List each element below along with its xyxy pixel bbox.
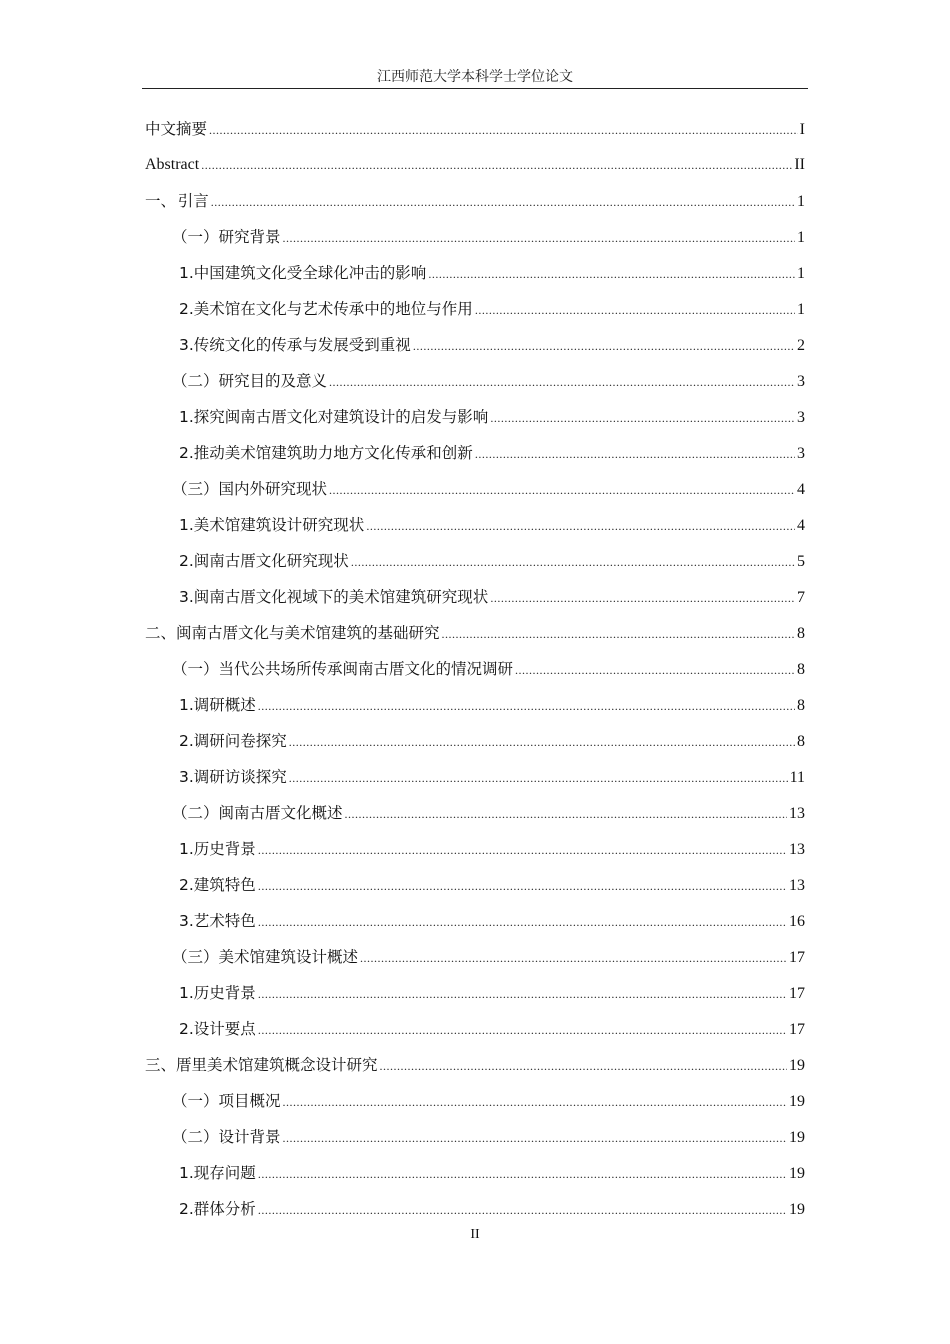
toc-entry-number: 2. xyxy=(179,1020,194,1038)
toc-entry-page: II xyxy=(794,156,805,173)
toc-entry-page: 13 xyxy=(789,877,805,894)
toc-entry-number: 1. xyxy=(179,516,194,534)
toc-entry-chapter[interactable] xyxy=(145,183,805,219)
toc-entry-page: 17 xyxy=(789,949,805,966)
toc-entry-title: 闽南古厝文化视域下的美术馆建筑研究现状 xyxy=(193,588,489,606)
toc-entry-page: 19 xyxy=(789,1057,805,1074)
toc-entry-title: 3.调研访谈探究 xyxy=(179,768,287,786)
toc-entry-number: 三、 xyxy=(145,1056,177,1074)
toc-entry-page: 8 xyxy=(797,625,805,642)
dot-leader xyxy=(360,940,787,976)
toc-entry-page: 8 xyxy=(797,661,805,678)
toc-entry-section[interactable] xyxy=(145,471,805,507)
toc-entry-title: 群体分析 xyxy=(193,1200,256,1218)
toc-entry-number: （二） xyxy=(172,372,219,390)
toc-entry-number: 1. xyxy=(179,408,194,426)
toc-entry-title: 项目概况 xyxy=(218,1092,281,1110)
toc-entry-number: 1. xyxy=(179,1164,194,1182)
toc-entry-page: 11 xyxy=(789,769,805,786)
dot-leader xyxy=(283,1084,787,1120)
toc-entry-page: 1 xyxy=(797,229,805,246)
toc-entry-title: （二）闽南古厝文化概述 xyxy=(172,804,343,822)
dot-leader xyxy=(258,1192,787,1228)
toc-entry-subsection[interactable] xyxy=(145,1191,805,1227)
toc-entry-page: 7 xyxy=(797,589,805,606)
toc-entry-subsection[interactable] xyxy=(145,327,805,363)
toc-entry-page: 3 xyxy=(797,373,805,390)
table-of-contents xyxy=(145,111,805,1227)
toc-entry-subsection[interactable] xyxy=(145,255,805,291)
toc-entry-title: 探究闽南古厝文化对建筑设计的启发与影响 xyxy=(193,408,489,426)
toc-entry-title: 美术馆建筑设计研究现状 xyxy=(193,516,365,534)
toc-entry-number: （一） xyxy=(172,1092,219,1110)
toc-entry-number: 2. xyxy=(179,444,194,462)
toc-entry-subsection[interactable] xyxy=(145,831,805,867)
toc-entry-title: 国内外研究现状 xyxy=(218,480,328,498)
toc-entry-subsection[interactable] xyxy=(145,1155,805,1191)
toc-entry-title: 历史背景 xyxy=(193,840,256,858)
toc-entry-number: 二、 xyxy=(145,624,177,642)
dot-leader xyxy=(209,112,798,148)
toc-entry-title: 厝里美术馆建筑概念设计研究 xyxy=(176,1056,378,1074)
dot-leader xyxy=(258,976,787,1012)
toc-entry-number: 1. xyxy=(179,984,194,1002)
toc-entry-title: 传统文化的传承与发展受到重视 xyxy=(193,336,411,354)
dot-leader xyxy=(258,832,787,868)
toc-entry-page: 13 xyxy=(789,805,805,822)
toc-entry-abstract-en[interactable] xyxy=(145,147,805,183)
toc-entry-number: 2. xyxy=(179,876,194,894)
dot-leader xyxy=(211,184,795,220)
toc-entry-subsection[interactable] xyxy=(145,975,805,1011)
running-header: 江西师范大学本科学士学位论文 xyxy=(142,66,808,89)
toc-entry-number: （二） xyxy=(172,1128,219,1146)
toc-entry-page: 17 xyxy=(789,985,805,1002)
toc-entry-subsection[interactable] xyxy=(145,399,805,435)
toc-entry-title: 美术馆在文化与艺术传承中的地位与作用 xyxy=(193,300,473,318)
toc-entry-page: 19 xyxy=(789,1201,805,1218)
toc-entry-title: 中文摘要 xyxy=(145,120,208,138)
toc-entry-subsection[interactable] xyxy=(145,687,805,723)
toc-entry-title: （一）当代公共场所传承闽南古厝文化的情况调研 xyxy=(172,660,514,678)
toc-entry-abstract-cn[interactable] xyxy=(145,111,805,147)
dot-leader xyxy=(329,472,795,508)
dot-leader xyxy=(351,544,795,580)
toc-entry-number: （一） xyxy=(172,228,219,246)
toc-entry-page: I xyxy=(799,121,805,138)
toc-entry-page: 3 xyxy=(797,445,805,462)
dot-leader xyxy=(289,724,795,760)
toc-entry-subsection[interactable] xyxy=(145,579,805,615)
dot-leader xyxy=(515,652,795,688)
dot-leader xyxy=(289,760,788,796)
toc-entry-page: 5 xyxy=(797,553,805,570)
toc-entry-number: 2. xyxy=(179,1200,194,1218)
toc-entry-title: 2.调研问卷探究 xyxy=(179,732,287,750)
dot-leader xyxy=(258,1156,787,1192)
toc-entry-title: 中国建筑文化受全球化冲击的影响 xyxy=(193,264,427,282)
toc-entry-subsection[interactable] xyxy=(145,759,805,795)
toc-entry-subsection[interactable] xyxy=(145,543,805,579)
toc-entry-number: 2. xyxy=(179,552,194,570)
toc-entry-title: 历史背景 xyxy=(193,984,256,1002)
toc-entry-number: 3. xyxy=(179,912,194,930)
dot-leader xyxy=(442,616,795,652)
toc-entry-number: （三） xyxy=(172,480,219,498)
page-number: II xyxy=(470,1227,480,1242)
toc-entry-section[interactable] xyxy=(145,939,805,975)
toc-entry-title: 闽南古厝文化与美术馆建筑的基础研究 xyxy=(176,624,440,642)
dot-leader xyxy=(366,508,795,544)
toc-entry-title: 设计背景 xyxy=(218,1128,281,1146)
toc-entry-page: 4 xyxy=(797,481,805,498)
toc-entry-subsection[interactable] xyxy=(145,435,805,471)
dot-leader xyxy=(490,580,795,616)
dot-leader xyxy=(380,1048,787,1084)
dot-leader xyxy=(283,1120,787,1156)
dot-leader xyxy=(475,292,795,328)
dot-leader xyxy=(258,1012,787,1048)
dot-leader xyxy=(490,400,795,436)
toc-entry-page: 13 xyxy=(789,841,805,858)
toc-entry-page: 1 xyxy=(797,193,805,210)
dot-leader xyxy=(428,256,795,292)
toc-entry-page: 1 xyxy=(797,265,805,282)
toc-entry-page: 4 xyxy=(797,517,805,534)
toc-entry-section[interactable] xyxy=(145,219,805,255)
toc-entry-section[interactable] xyxy=(145,1119,805,1155)
toc-entry-page: 19 xyxy=(789,1093,805,1110)
toc-entry-title: 研究目的及意义 xyxy=(218,372,328,390)
toc-entry-chapter[interactable] xyxy=(145,615,805,651)
toc-entry-subsection[interactable] xyxy=(145,1011,805,1047)
dot-leader xyxy=(345,796,787,832)
dot-leader xyxy=(258,904,787,940)
dot-leader xyxy=(258,868,787,904)
dot-leader xyxy=(258,688,795,724)
toc-entry-subsection[interactable] xyxy=(145,867,805,903)
dot-leader xyxy=(475,436,795,472)
toc-entry-section[interactable] xyxy=(145,651,805,687)
toc-entry-title: 研究背景 xyxy=(218,228,281,246)
toc-entry-section[interactable] xyxy=(145,795,805,831)
toc-entry-subsection[interactable] xyxy=(145,903,805,939)
dot-leader xyxy=(329,364,795,400)
toc-entry-chapter[interactable] xyxy=(145,1047,805,1083)
toc-entry-number: 3. xyxy=(179,588,194,606)
toc-entry-number: 一、 xyxy=(145,192,177,210)
toc-entry-page: 17 xyxy=(789,1021,805,1038)
toc-entry-title: 引言 xyxy=(177,192,209,210)
toc-entry-title: 建筑特色 xyxy=(193,876,256,894)
toc-entry-title: 推动美术馆建筑助力地方文化传承和创新 xyxy=(193,444,473,462)
toc-entry-title: （三）美术馆建筑设计概述 xyxy=(172,948,359,966)
toc-entry-section[interactable] xyxy=(145,363,805,399)
toc-entry-page: 3 xyxy=(797,409,805,426)
toc-entry-page: 1 xyxy=(797,301,805,318)
toc-entry-page: 2 xyxy=(797,337,805,354)
toc-entry-number: 1. xyxy=(179,840,194,858)
toc-entry-section[interactable] xyxy=(145,1083,805,1119)
toc-entry-number: 3. xyxy=(179,336,194,354)
toc-entry-subsection[interactable] xyxy=(145,291,805,327)
toc-entry-subsection[interactable] xyxy=(145,723,805,759)
toc-entry-title: 闽南古厝文化研究现状 xyxy=(193,552,349,570)
toc-entry-page: 8 xyxy=(797,733,805,750)
toc-entry-page: 16 xyxy=(789,913,805,930)
dot-leader xyxy=(283,220,795,256)
toc-entry-title: 现存问题 xyxy=(193,1164,256,1182)
toc-entry-page: 8 xyxy=(797,697,805,714)
toc-entry-title: 艺术特色 xyxy=(193,912,256,930)
toc-entry-title: 设计要点 xyxy=(193,1020,256,1038)
toc-entry-number: 1. xyxy=(179,264,194,282)
toc-entry-subsection[interactable] xyxy=(145,507,805,543)
dot-leader xyxy=(201,147,792,183)
toc-entry-number: 2. xyxy=(179,300,194,318)
toc-entry-page: 19 xyxy=(789,1165,805,1182)
toc-entry-title: 1.调研概述 xyxy=(179,696,256,714)
toc-entry-title: Abstract xyxy=(145,156,200,173)
toc-entry-page: 19 xyxy=(789,1129,805,1146)
dot-leader xyxy=(413,328,795,364)
